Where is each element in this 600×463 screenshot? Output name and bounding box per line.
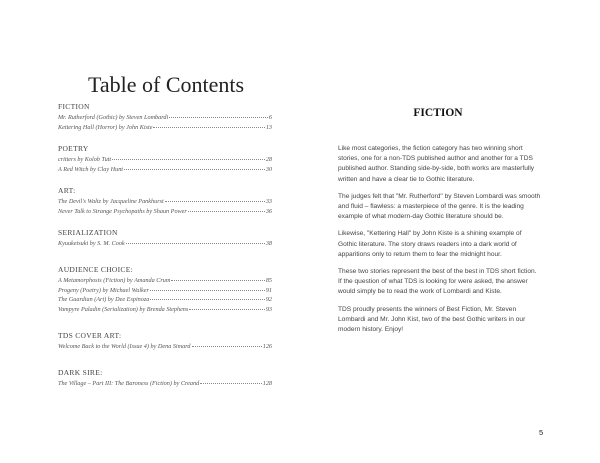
toc-entry: The Guardian (Art) by Dee Espinoza 92 xyxy=(58,296,272,304)
toc-entry: Never Talk to Strange Psychopaths by Shaun Power 36 xyxy=(58,207,272,215)
body-paragraph: These two stories represent the best of the best in TDS short fiction. If the question of what TDS is looking for were asked, the answer would simply be to read the work of Lombardi and Kiste. xyxy=(338,268,537,296)
toc-entry: Mr. Rutherford (Gothic) by Steven Lombardi 6 xyxy=(58,114,272,121)
toc-section-art xyxy=(58,186,272,216)
toc-entry: A Metamorphosis (Fiction) by Amanda Crum 85 xyxy=(58,277,272,284)
toc-entry: Kettering Hall (Horror) by John Kiste 13 xyxy=(58,123,272,131)
section-heading: DARK SIRE: xyxy=(58,368,103,377)
toc-entry: Vampyre Paladin (Serialization) by Brenda Stephens 93 xyxy=(58,305,272,313)
section-heading: POETRY xyxy=(58,144,89,153)
toc-entry: critters by Kolob Tutt 28 xyxy=(58,156,272,163)
toc-section-serialization xyxy=(58,228,272,249)
section-heading: ART: xyxy=(58,186,76,195)
body-paragraph: Like most categories, the fiction category has two winning short stories, one for a non-TDS published author and another for a TDS published author. Standing side-by-side, both works are masterfully written and have a clear tie to Gothic literature. xyxy=(338,145,535,183)
section-heading: AUDIENCE CHOICE: xyxy=(58,265,134,274)
section-heading: TDS COVER ART: xyxy=(58,331,122,340)
toc-entry: Progeny (Poetry) by Michael Walker 91 xyxy=(58,286,272,294)
body-paragraph: Likewise, "Kettering Hall" by John Kiste is a shining example of Gothic literature. The story draws readers into a dark world of apparitions only to return them to fear the midnight hour. xyxy=(338,230,522,258)
toc-title: Table of Contents xyxy=(88,72,245,97)
toc-entry: The Devil's Waltz by Jacqueline Pankhurst 33 xyxy=(58,198,272,205)
fiction-heading: FICTION xyxy=(413,107,463,119)
toc-section-poetry xyxy=(58,144,272,174)
toc-section-cover-art xyxy=(58,331,272,352)
toc-entry: The Village – Part III: The Baroness (Fiction) by Creand 128 xyxy=(58,380,272,387)
body-paragraph: TDS proudly presents the winners of Best Fiction, Mr. Steven Lombardi and Mr. John Kist, two of the best Gothic writers in our modern history. Enjoy! xyxy=(338,305,526,334)
toc-section-audience-choice xyxy=(58,265,272,314)
toc-section-dark-sire xyxy=(58,368,272,389)
toc-section-fiction xyxy=(58,102,272,132)
section-heading: FICTION xyxy=(58,102,90,111)
section-heading: SERIALIZATION xyxy=(58,228,118,237)
toc-entry: Welcome Back to the World (Issue 4) by Dena Simard 126 xyxy=(58,343,272,350)
toc-entry: A Red Witch by Clay Hunt 30 xyxy=(58,165,272,173)
body-paragraph: The judges felt that "Mr. Rutherford" by Steven Lombardi was smooth and fluid – flawless: a masterpiece of the genre. It is the leading example of what modern-day Gothic literature should be. xyxy=(338,192,541,221)
page-number: 5 xyxy=(539,428,544,437)
toc-entry: Kyuuketsuki by S. M. Cook 38 xyxy=(58,240,272,247)
fiction-body xyxy=(338,144,542,342)
